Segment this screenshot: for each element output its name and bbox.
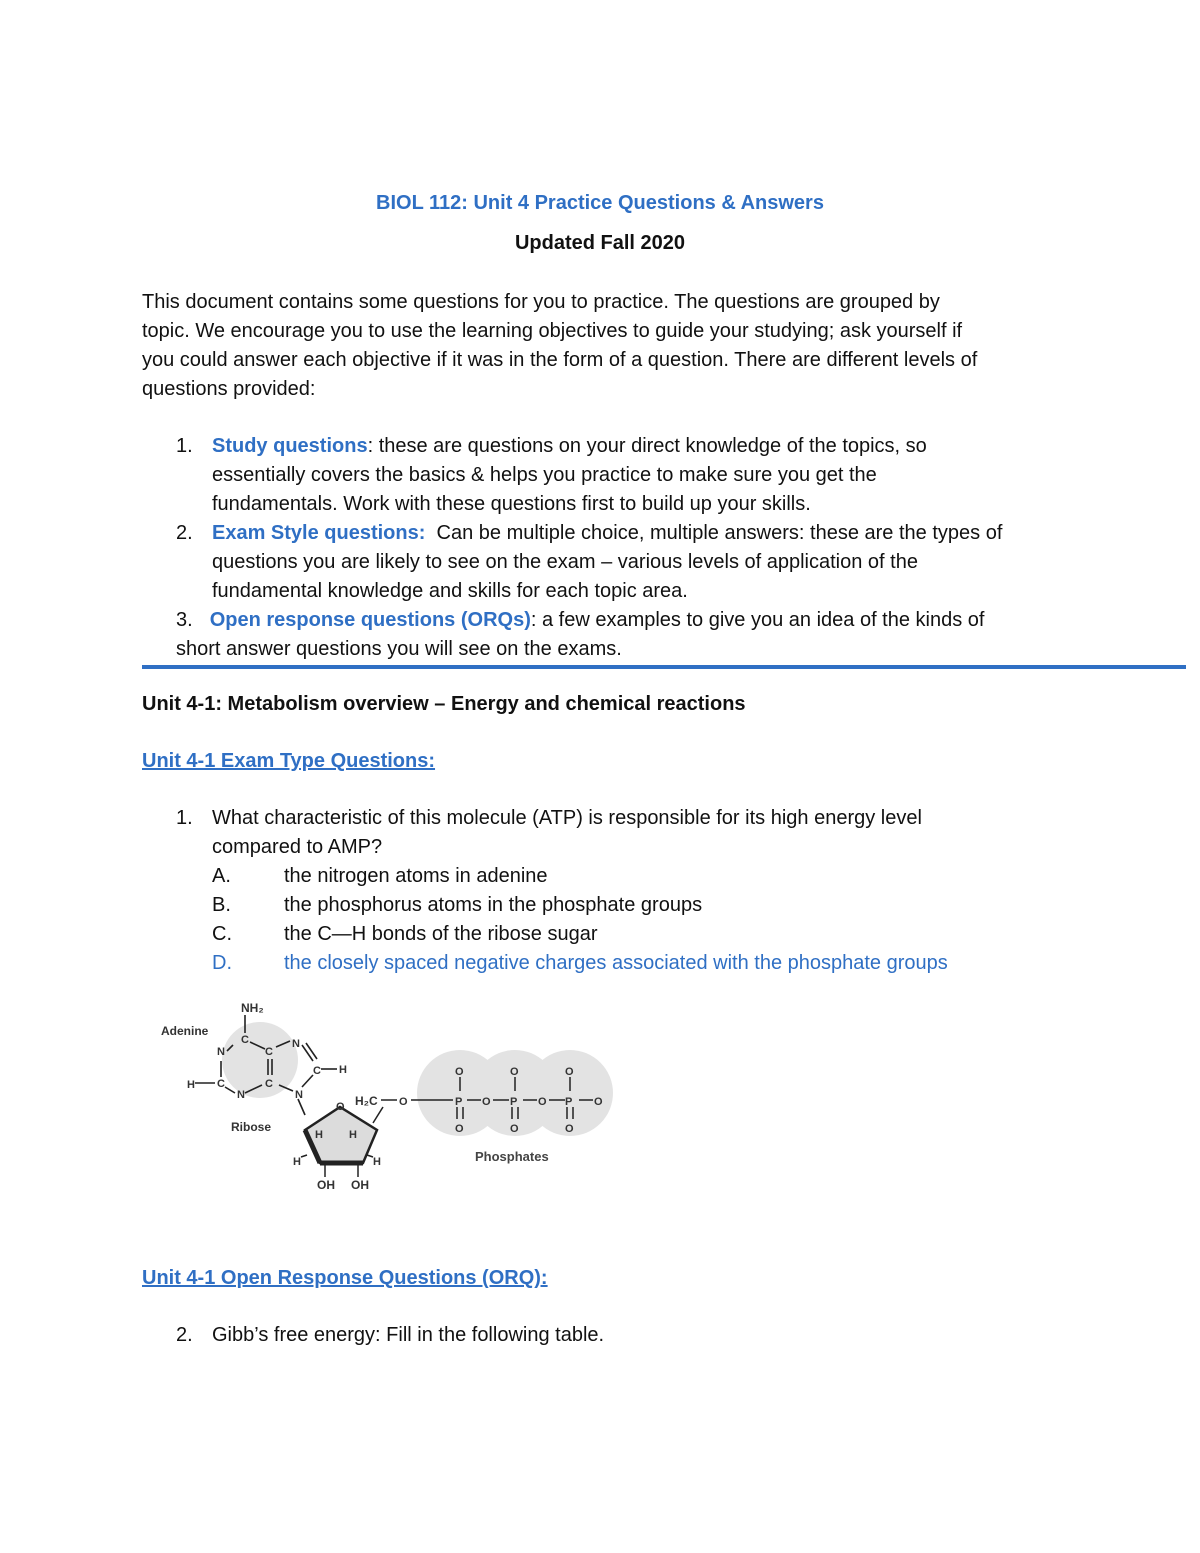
answer-option-c	[212, 920, 1176, 949]
level-text: : these are questions on your direct knowledge of the topics, so	[367, 435, 927, 457]
level-term: Study questions	[212, 435, 368, 457]
list-number: 3.	[176, 609, 193, 631]
levels-list	[176, 432, 1176, 664]
intro-line: topic. We encourage you to use the learning objectives to guide your studying; ask yourself if	[142, 320, 963, 342]
option-letter: C.	[212, 923, 232, 945]
option-letter: B.	[212, 894, 231, 916]
level-item-exam-style	[176, 519, 1176, 606]
svg-text:P: P	[565, 1096, 573, 1108]
ribose-label: Ribose	[231, 1120, 272, 1134]
svg-text:C: C	[265, 1078, 273, 1090]
phosphates-label: Phosphates	[475, 1149, 549, 1164]
answer-option-a	[212, 862, 1176, 891]
list-number: 1.	[176, 435, 193, 457]
svg-text:H: H	[373, 1156, 381, 1168]
question-number: 1.	[176, 807, 193, 829]
svg-text:P: P	[455, 1096, 463, 1108]
svg-text:P: P	[510, 1096, 518, 1108]
option-text: the nitrogen atoms in adenine	[284, 865, 548, 887]
svg-text:N: N	[292, 1038, 300, 1050]
svg-text:H: H	[315, 1129, 323, 1141]
orq-heading: Unit 4-1 Open Response Questions (ORQ):	[142, 1267, 548, 1289]
level-text: short answer questions you will see on the exams.	[176, 638, 622, 660]
svg-text:H: H	[349, 1129, 357, 1141]
svg-text:C: C	[217, 1078, 225, 1090]
level-text: essentially covers the basics & helps you practice to make sure you get the	[212, 464, 877, 486]
atp-molecule-figure	[155, 995, 625, 1200]
question-text: What characteristic of this molecule (ATP) is responsible for its high energy level	[212, 807, 922, 829]
oh-label: OH	[351, 1178, 369, 1192]
intro-line: you could answer each objective if it was in the form of a question. There are different levels of	[142, 349, 978, 371]
svg-text:O: O	[510, 1123, 519, 1135]
svg-text:N: N	[217, 1046, 225, 1058]
svg-text:O: O	[565, 1066, 574, 1078]
level-text: questions you are likely to see on the exam – various levels of application of the	[212, 551, 918, 573]
level-text: fundamentals. Work with these questions first to build up your skills.	[212, 493, 811, 515]
question-text: compared to AMP?	[212, 836, 383, 858]
answer-option-d-correct	[212, 949, 1176, 978]
svg-text:C: C	[313, 1065, 321, 1077]
option-text: the C—H bonds of the ribose sugar	[284, 923, 598, 945]
page-title: BIOL 112: Unit 4 Practice Questions & Answers	[376, 192, 824, 214]
option-text: the closely spaced negative charges associated with the phosphate groups	[284, 952, 948, 974]
page-subtitle: Updated Fall 2020	[514, 232, 686, 254]
svg-text:O: O	[336, 1101, 345, 1113]
option-text: the phosphorus atoms in the phosphate groups	[284, 894, 703, 916]
nh2-label: NH₂	[241, 1001, 264, 1015]
option-letter: A.	[212, 865, 231, 887]
section-divider	[142, 665, 1186, 669]
question-2	[176, 1321, 1176, 1350]
intro-line: questions provided:	[142, 378, 316, 400]
svg-text:O: O	[455, 1066, 464, 1078]
svg-text:H: H	[187, 1079, 195, 1091]
question-1	[176, 804, 1176, 980]
level-item-orq	[176, 606, 1176, 664]
level-text: fundamental knowledge and skills for each topic area.	[212, 580, 688, 602]
intro-line: This document contains some questions for you to practice. The questions are grouped by	[142, 291, 940, 313]
intro-paragraph	[142, 288, 1192, 404]
exam-questions-heading: Unit 4-1 Exam Type Questions:	[142, 750, 436, 772]
question-text: Gibb’s free energy: Fill in the following table.	[212, 1324, 605, 1346]
oh-label: OH	[317, 1178, 335, 1192]
svg-text:O: O	[538, 1096, 547, 1108]
svg-text:O: O	[594, 1096, 603, 1108]
level-text: : a few examples to give you an idea of the kinds of	[530, 609, 985, 631]
svg-text:O: O	[455, 1123, 464, 1135]
svg-text:H: H	[293, 1156, 301, 1168]
option-letter: D.	[212, 952, 232, 974]
level-text: Can be multiple choice, multiple answers: these are the types of	[425, 522, 1003, 544]
answer-option-b	[212, 891, 1176, 920]
section-heading: Unit 4-1: Metabolism overview – Energy and chemical reactions	[142, 693, 746, 715]
svg-text:O: O	[399, 1096, 408, 1108]
svg-text:H: H	[339, 1064, 347, 1076]
svg-text:C: C	[265, 1046, 273, 1058]
svg-text:O: O	[510, 1066, 519, 1078]
svg-text:C: C	[241, 1034, 249, 1046]
level-term: Open response questions (ORQs)	[209, 609, 531, 631]
svg-text:N: N	[295, 1089, 303, 1101]
svg-text:N: N	[237, 1089, 245, 1101]
level-term: Exam Style questions:	[212, 522, 426, 544]
svg-text:O: O	[565, 1123, 574, 1135]
svg-text:O: O	[482, 1096, 491, 1108]
list-number: 2.	[176, 522, 193, 544]
level-item-study	[176, 432, 1176, 519]
h2c-label: H₂C	[355, 1094, 378, 1108]
question-number: 2.	[176, 1324, 193, 1346]
adenine-label: Adenine	[161, 1024, 209, 1038]
